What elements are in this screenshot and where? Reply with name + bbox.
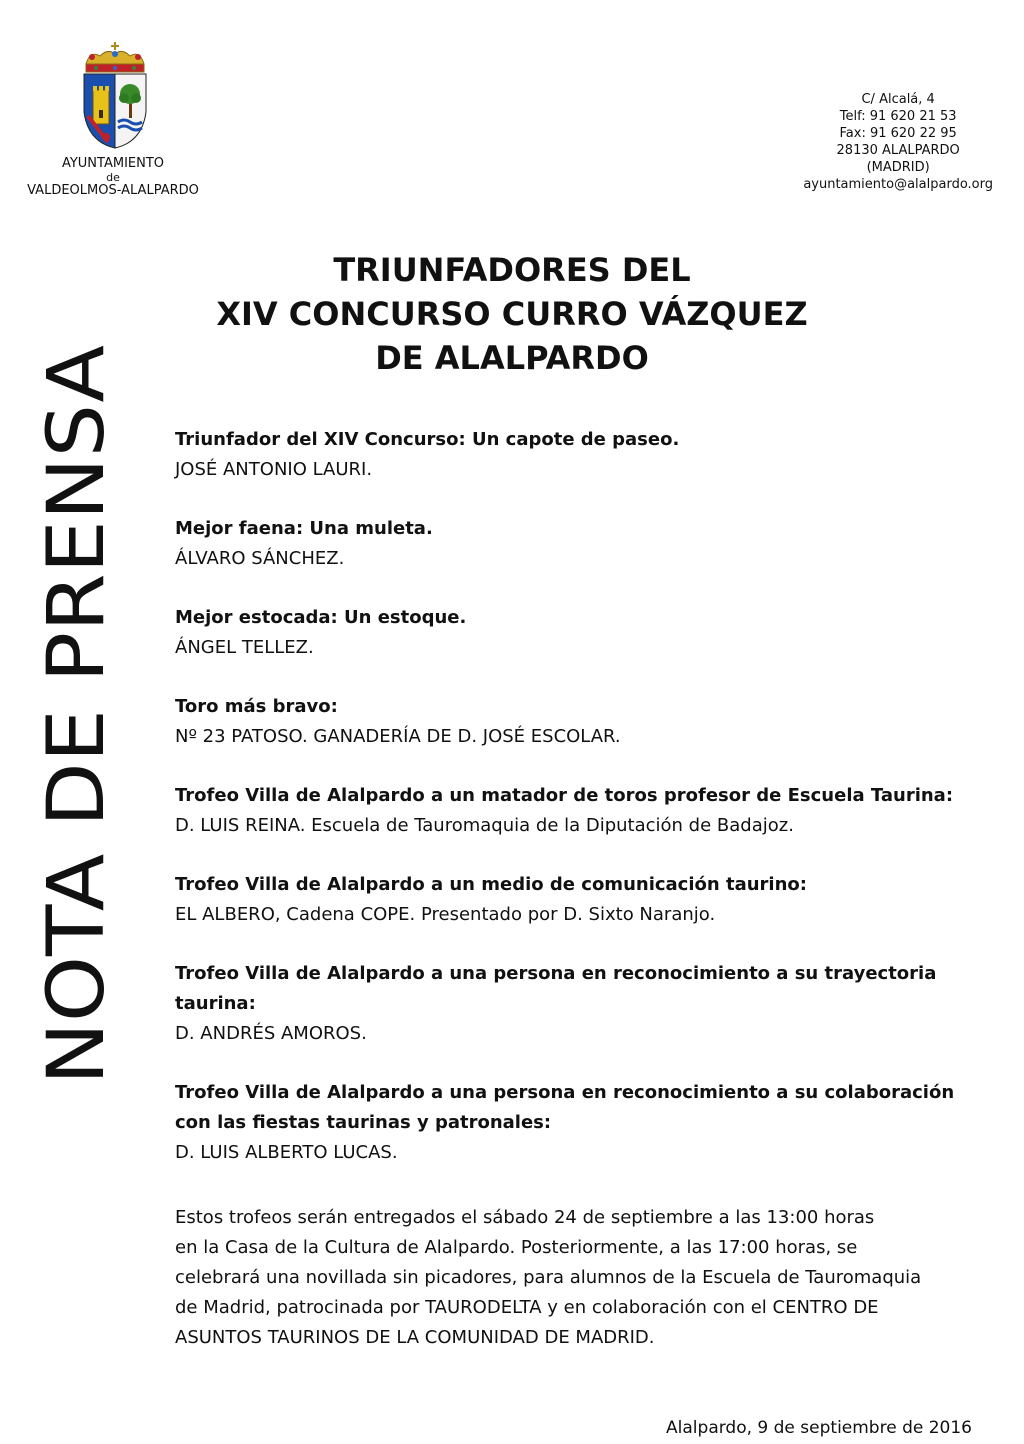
award-item — [175, 1078, 995, 1168]
award-winner: EL ALBERO, Cadena COPE. Presentado por D. Sixto Naranjo. — [175, 904, 716, 925]
contact-email[interactable]: ayuntamiento@alalpardo.org — [803, 177, 993, 192]
contact-postal: 28130 ALALPARDO — [836, 143, 960, 158]
award-winner: ÁNGEL TELLEZ. — [175, 637, 314, 658]
vertical-banner — [32, 340, 122, 1090]
contact-block — [803, 91, 993, 193]
award-label: Trofeo Villa de Alalpardo a un medio de comunicación taurino: — [175, 874, 807, 895]
award-item — [175, 781, 995, 841]
closing-line: Estos trofeos serán entregados el sábado 24 de septiembre a las 13:00 horas — [175, 1207, 875, 1228]
contact-region: (MADRID) — [866, 160, 930, 175]
vertical-banner-text: NOTA DE PRENSA — [32, 398, 122, 1085]
title-line-1: TRIUNFADORES DEL — [333, 251, 691, 289]
award-label: Trofeo Villa de Alalpardo a una persona en reconocimiento a su trayectoria taurina: — [175, 963, 937, 1014]
award-item — [175, 870, 995, 930]
awards-list — [175, 425, 995, 1197]
closing-paragraph — [175, 1203, 1005, 1353]
award-label: Triunfador del XIV Concurso: Un capote de paseo. — [175, 429, 680, 450]
award-label: Mejor faena: Una muleta. — [175, 518, 433, 539]
org-line-2: de — [106, 171, 120, 184]
municipal-crest-logo — [78, 42, 150, 154]
contact-phone: Telf: 91 620 21 53 — [839, 109, 957, 124]
closing-line: celebrará una novillada sin picadores, para alumnos de la Escuela de Tauromaquia — [175, 1267, 922, 1288]
award-label: Trofeo Villa de Alalpardo a una persona en reconocimiento a su colaboración con las fiestas taurinas y patronales: — [175, 1082, 955, 1133]
org-line-3: VALDEOLMOS-ALALPARDO — [27, 183, 199, 198]
closing-line: ASUNTOS TAURINOS DE LA COMUNIDAD DE MADRID. — [175, 1327, 655, 1348]
award-item — [175, 425, 995, 485]
closing-line: de Madrid, patrocinada por TAURODELTA y en colaboración con el CENTRO DE — [175, 1297, 879, 1318]
award-label: Toro más bravo: — [175, 696, 338, 717]
award-item — [175, 514, 995, 574]
page-title — [140, 248, 884, 380]
award-winner: ÁLVARO SÁNCHEZ. — [175, 548, 345, 569]
award-winner: D. LUIS ALBERTO LUCAS. — [175, 1142, 398, 1163]
award-label: Trofeo Villa de Alalpardo a un matador de toros profesor de Escuela Taurina: — [175, 785, 954, 806]
organization-name — [10, 156, 216, 199]
org-line-1: AYUNTAMIENTO — [61, 156, 165, 171]
award-item — [175, 603, 995, 663]
award-label: Mejor estocada: Un estoque. — [175, 607, 467, 628]
award-item — [175, 692, 995, 752]
award-winner: Nº 23 PATOSO. GANADERÍA DE D. JOSÉ ESCOLAR. — [175, 726, 621, 747]
contact-address: C/ Alcalá, 4 — [861, 92, 935, 107]
footer-date: Alalpardo, 9 de septiembre de 2016 — [666, 1418, 972, 1438]
award-winner: D. LUIS REINA. Escuela de Tauromaquia de la Diputación de Badajoz. — [175, 815, 794, 836]
award-item — [175, 959, 995, 1049]
award-winner: D. ANDRÉS AMOROS. — [175, 1023, 367, 1044]
title-line-3: DE ALALPARDO — [375, 339, 649, 377]
closing-line: en la Casa de la Cultura de Alalpardo. Posteriormente, a las 17:00 horas, se — [175, 1237, 858, 1258]
title-line-2: XIV CONCURSO CURRO VÁZQUEZ — [216, 295, 808, 333]
contact-fax: Fax: 91 620 22 95 — [839, 126, 957, 141]
award-winner: JOSÉ ANTONIO LAURI. — [175, 459, 373, 480]
